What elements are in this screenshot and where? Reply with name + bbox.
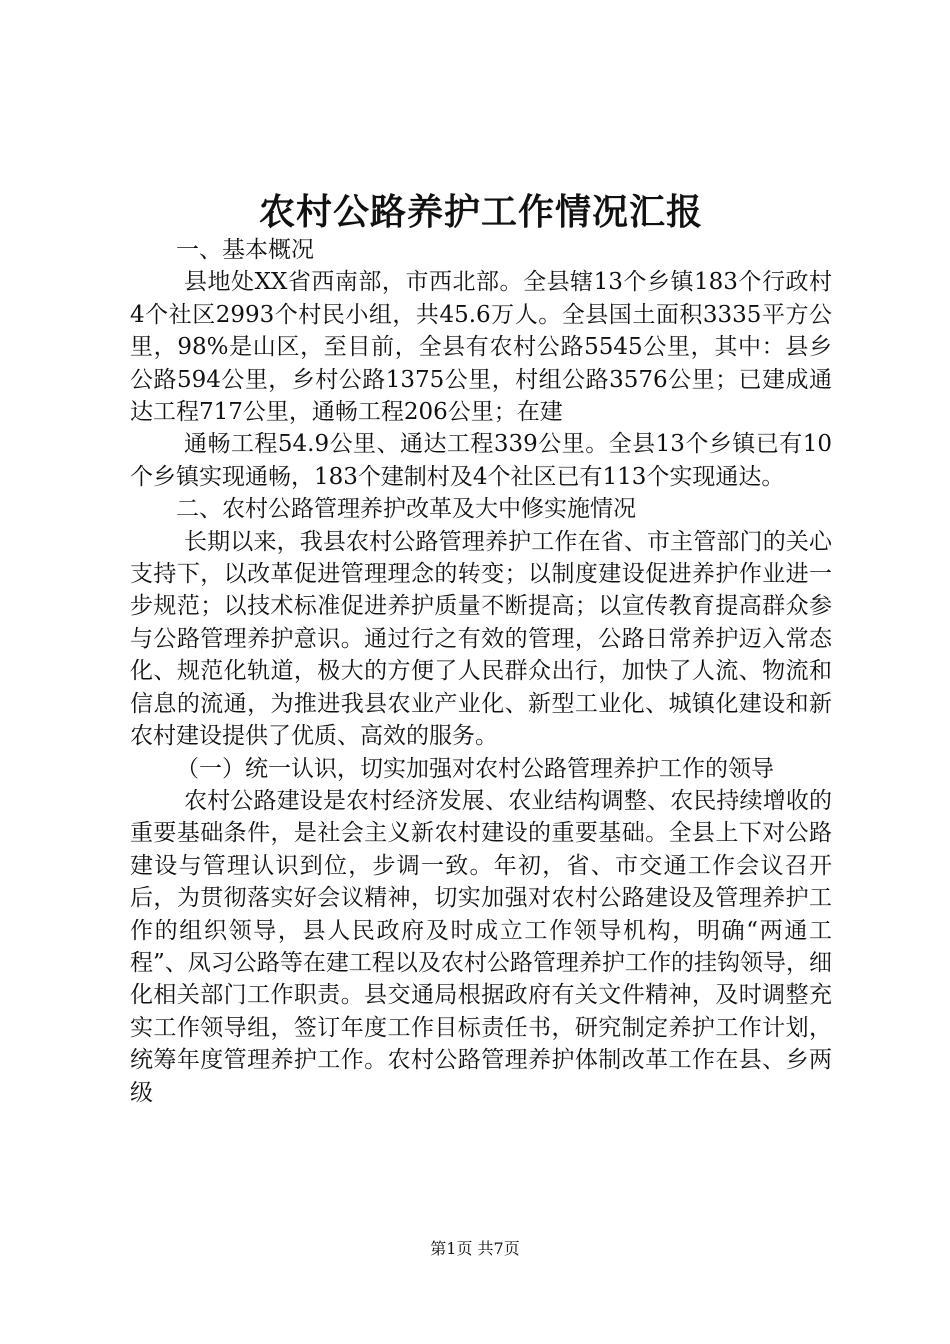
subsection-heading-1: （一）统一认识，切实加强对农村公路管理养护工作的领导 [176, 755, 774, 782]
body-paragraph-1: 县地处XX省西南部，市西北部。全县辖13个乡镇183个行政村4个社区2993个村民小组，共45.6万人。全县国土面积3335平方公里，98%是山区，至目前，全县有农村公路5545公里，其中：县乡公路594公里，乡村公路1375公里，村组公路3576公里；已建成通达工程717公里，通畅工程206公里；在建 [130, 269, 832, 426]
body-paragraph-2: 通畅工程54.9公里、通达工程339公里。全县13个乡镇已有10个乡镇实现通畅，183个建制村及4个社区已有113个实现通达。 [130, 431, 832, 490]
document-page [130, 0, 832, 1109]
page-footer: 第1页 共7页 [430, 1239, 520, 1258]
section-heading-2: 二、农村公路管理养护改革及大中修实施情况 [176, 496, 636, 523]
body-paragraph-4: 农村公路建设是农村经济发展、农业结构调整、农民持续增收的重要基础条件，是社会主义新农村建设的重要基础。全县上下对公路建设与管理认识到位，步调一致。年初，省、市交通工作会议召开后，为贯彻落实好会议精神，切实加强对农村公路建设及管理养护工作的组织领导，县人民政府及时成立工作领导机构，明确“两通工程”、凤习公路等在建工程以及农村公路管理养护工作的挂钩领导，细化相关部门工作职责。县交通局根据政府有关文件精神，及时调整充实工作领导组，签订年度工作目标责任书，研究制定养护工作计划，统筹年度管理养护工作。农村公路管理养护体制改革工作在县、乡两级 [130, 787, 832, 1106]
document-title: 农村公路养护工作情况汇报 [258, 191, 703, 233]
body-paragraph-3: 长期以来，我县农村公路管理养护工作在省、市主管部门的关心支持下，以改革促进管理理念的转变；以制度建设促进养护作业进一步规范；以技术标准促进养护质量不断提高；以宣传教育提高群众参与公路管理养护意识。通过行之有效的管理，公路日常养护迈入常态化、规范化轨道，极大的方便了人民群众出行，加快了人流、物流和信息的流通，为推进我县农业产业化、新型工业化、城镇化建设和新农村建设提供了优质、高效的服务。 [130, 528, 832, 750]
section-heading-1: 一、基本概况 [176, 237, 314, 263]
